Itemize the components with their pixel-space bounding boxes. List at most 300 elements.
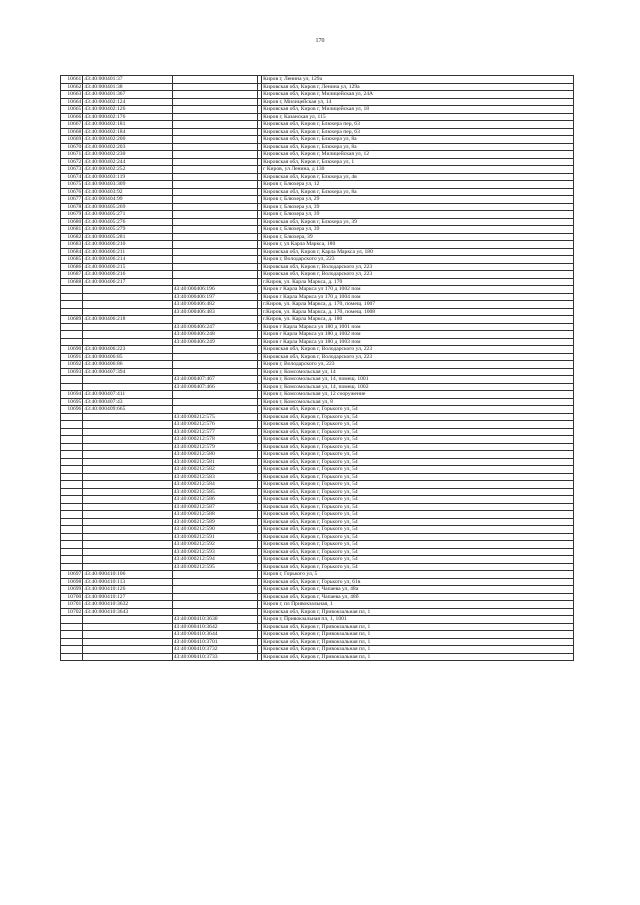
table-row [61, 173, 574, 181]
address-cell: Кировская обл, Киров г, Блюхера ул, 8а [262, 188, 574, 196]
row-number-cell: 10683 [61, 241, 83, 249]
address-cell: Киров г, Блюхера ул, 12 [262, 181, 574, 189]
address-cell: г.Киров, ул. Карла Маркса, д. 180 [262, 316, 574, 324]
row-number-cell: 10667 [61, 121, 83, 129]
row-number-cell: 10699 [61, 586, 83, 594]
cadastral-number-cell: 43:40:000402:184 [83, 128, 172, 136]
sub-cadastral-number-cell: 43:40:000212:584 [172, 481, 257, 489]
cadastral-number-cell: 43:40:000406:223 [83, 346, 172, 354]
cadastral-number-cell: 43:40:000406:210 [83, 241, 172, 249]
row-number-cell [61, 413, 83, 421]
address-cell: Кировская обл, Киров г, Горького ул, 54 [262, 428, 574, 436]
table-row [61, 188, 574, 196]
row-number-cell [61, 428, 83, 436]
register-body [61, 76, 574, 661]
address-cell: Кировская обл, Киров г, Горького ул, 54 [262, 473, 574, 481]
table-row [61, 473, 574, 481]
table-row [61, 76, 574, 84]
table-row [61, 533, 574, 541]
sub-cadastral-number-cell: 43:40:000410:3644 [172, 631, 257, 639]
address-cell: Кировская обл, Киров г, Чапаева ул, 48б [262, 593, 574, 601]
table-row [61, 443, 574, 451]
sub-cadastral-number-cell [172, 256, 257, 264]
cadastral-number-cell [83, 473, 172, 481]
row-number-cell: 10698 [61, 578, 83, 586]
address-cell: Киров г, Блюхера, 39 [262, 233, 574, 241]
row-number-cell: 10702 [61, 608, 83, 616]
table-row [61, 503, 574, 511]
address-cell: Кировская обл, Киров г, Володарского ул, 223 [262, 271, 574, 279]
address-cell: Кировская обл, Киров г, Володарского ул, 223 [262, 346, 574, 354]
sub-cadastral-number-cell: 43:40:000212:591 [172, 533, 257, 541]
row-number-cell [61, 308, 83, 316]
cadastral-number-cell: 43:40:000406:85 [83, 353, 172, 361]
table-row [61, 151, 574, 159]
address-cell: Киров г, Володарского ул, 223 [262, 361, 574, 369]
row-number-cell [61, 533, 83, 541]
cadastral-number-cell [83, 526, 172, 534]
table-row [61, 541, 574, 549]
cadastral-number-cell: 43:40:000406:214 [83, 256, 172, 264]
sub-cadastral-number-cell [172, 241, 257, 249]
table-row [61, 653, 574, 661]
table-row [61, 466, 574, 474]
row-number-cell: 10680 [61, 218, 83, 226]
row-number-cell [61, 496, 83, 504]
address-cell: Кировская обл, Киров г, Блюхера пер, 63 [262, 128, 574, 136]
row-number-cell [61, 623, 83, 631]
address-cell: Кировская обл, Киров г, Блюхера ул, 1 [262, 158, 574, 166]
address-cell: Кировская обл, Киров г, Горького ул, 54 [262, 563, 574, 571]
cadastral-number-cell: 43:40:000405:281 [83, 233, 172, 241]
address-cell: Кировская обл, Киров г, Горького ул, 54 [262, 548, 574, 556]
table-row [61, 286, 574, 294]
cadastral-number-cell [83, 616, 172, 624]
table-row [61, 106, 574, 114]
row-number-cell: 10687 [61, 271, 83, 279]
address-cell: Кировская обл, Киров г, Горького ул, 54 [262, 458, 574, 466]
table-row [61, 556, 574, 564]
address-cell: Кировская обл, Киров г, Горького ул, 54 [262, 526, 574, 534]
table-row [61, 548, 574, 556]
cadastral-number-cell [83, 481, 172, 489]
address-cell: Киров г, Блюхера ул, 29 [262, 196, 574, 204]
row-number-cell [61, 466, 83, 474]
table-row [61, 436, 574, 444]
sub-cadastral-number-cell: 43:40:000212:579 [172, 443, 257, 451]
table-row [61, 233, 574, 241]
sub-cadastral-number-cell [172, 121, 257, 129]
cadastral-number-cell [83, 646, 172, 654]
table-row [61, 83, 574, 91]
sub-cadastral-number-cell: 43:40:000406:248 [172, 331, 257, 339]
sub-cadastral-number-cell: 43:40:000407:467 [172, 376, 257, 384]
address-cell: Киров г, Комсомольская ул, 14, помещ. 1002 [262, 383, 574, 391]
table-row [61, 331, 574, 339]
address-cell: Киров г Карла Маркса ул 170 д 1002 пом [262, 286, 574, 294]
table-row [61, 421, 574, 429]
sub-cadastral-number-cell [172, 181, 257, 189]
sub-cadastral-number-cell [172, 91, 257, 99]
address-cell: Кировская обл, Киров г, Карла Маркса ул, 180 [262, 248, 574, 256]
table-row [61, 631, 574, 639]
sub-cadastral-number-cell [172, 346, 257, 354]
table-row [61, 383, 574, 391]
row-number-cell [61, 638, 83, 646]
sub-cadastral-number-cell [172, 263, 257, 271]
cadastral-number-cell [83, 556, 172, 564]
address-cell: Киров г, Комсомольская ул, 14, помещ. 1001 [262, 376, 574, 384]
address-cell: Кировская обл, Киров г, Милицейская ул, 18 [262, 106, 574, 114]
row-number-cell: 10693 [61, 368, 83, 376]
table-row [61, 368, 574, 376]
row-number-cell [61, 563, 83, 571]
sub-cadastral-number-cell: 43:40:000212:583 [172, 473, 257, 481]
address-cell: Кировская обл, Киров г, Блюхера ул, 8а [262, 136, 574, 144]
row-number-cell: 10663 [61, 91, 83, 99]
row-number-cell [61, 473, 83, 481]
cadastral-number-cell [83, 383, 172, 391]
sub-cadastral-number-cell [172, 113, 257, 121]
row-number-cell: 10674 [61, 173, 83, 181]
row-number-cell: 10689 [61, 316, 83, 324]
address-cell: Кировская обл, Киров г, Блюхера ул, 4в [262, 173, 574, 181]
row-number-cell: 10666 [61, 113, 83, 121]
sub-cadastral-number-cell: 43:40:000406:196 [172, 286, 257, 294]
cadastral-number-cell: 43:40:000402:181 [83, 121, 172, 129]
cadastral-number-cell [83, 503, 172, 511]
row-number-cell: 10700 [61, 593, 83, 601]
cadastral-number-cell [83, 286, 172, 294]
cadastral-number-cell: 43:40:000407:411 [83, 391, 172, 399]
cadastral-number-cell [83, 623, 172, 631]
row-number-cell: 10681 [61, 226, 83, 234]
table-row [61, 301, 574, 309]
sub-cadastral-number-cell [172, 106, 257, 114]
table-row [61, 278, 574, 286]
address-cell: Кировская обл, Киров г, Горького ул, 54 [262, 556, 574, 564]
sub-cadastral-number-cell: 43:40:000407:466 [172, 383, 257, 391]
row-number-cell: 10695 [61, 398, 83, 406]
sub-cadastral-number-cell: 43:40:000212:577 [172, 428, 257, 436]
table-row [61, 511, 574, 519]
row-number-cell: 10661 [61, 76, 83, 84]
table-row [61, 481, 574, 489]
address-cell: Кировская обл, Киров г, Привокзальная пл, 1 [262, 631, 574, 639]
cadastral-number-cell: 43:40:000402:244 [83, 158, 172, 166]
sub-cadastral-number-cell [172, 391, 257, 399]
table-row [61, 413, 574, 421]
sub-cadastral-number-cell: 43:40:000212:582 [172, 466, 257, 474]
sub-cadastral-number-cell: 43:40:000212:595 [172, 563, 257, 571]
table-row [61, 256, 574, 264]
row-number-cell [61, 653, 83, 661]
address-cell: г Киров, ул Ленина, д 130 [262, 166, 574, 174]
table-row [61, 601, 574, 609]
cadastral-number-cell [83, 638, 172, 646]
table-row [61, 308, 574, 316]
address-cell: Киров г, Комсомольская ул, 8 [262, 398, 574, 406]
table-row [61, 121, 574, 129]
address-cell: Кировская обл, Киров г, Горького ул, 54 [262, 421, 574, 429]
sub-cadastral-number-cell: 43:40:000212:585 [172, 488, 257, 496]
table-row [61, 271, 574, 279]
row-number-cell: 10679 [61, 211, 83, 219]
table-row [61, 638, 574, 646]
cadastral-number-cell [83, 541, 172, 549]
cadastral-number-cell: 43:40:000402:200 [83, 136, 172, 144]
address-cell: Кировская обл, Киров г, Привокзальная пл, 1 [262, 638, 574, 646]
cadastral-number-cell [83, 323, 172, 331]
table-row [61, 316, 574, 324]
cadastral-number-cell: 43:40:000404:99 [83, 196, 172, 204]
cadastral-number-cell [83, 308, 172, 316]
table-row [61, 136, 574, 144]
sub-cadastral-number-cell [172, 173, 257, 181]
row-number-cell: 10662 [61, 83, 83, 91]
address-cell: Кировская обл, Киров г, Блюхера ул, 39 [262, 218, 574, 226]
row-number-cell [61, 631, 83, 639]
cadastral-number-cell: 43:40:000402:203 [83, 143, 172, 151]
row-number-cell [61, 323, 83, 331]
cadastral-number-cell [83, 653, 172, 661]
table-row [61, 166, 574, 174]
table-row [61, 338, 574, 346]
sub-cadastral-number-cell: 43:40:000212:576 [172, 421, 257, 429]
row-number-cell [61, 383, 83, 391]
row-number-cell: 10701 [61, 601, 83, 609]
table-row [61, 428, 574, 436]
cadastral-number-cell: 43:40:000406:215 [83, 263, 172, 271]
cadastral-number-cell: 43:40:000401:37 [83, 76, 172, 84]
sub-cadastral-number-cell [172, 398, 257, 406]
sub-cadastral-number-cell: 43:40:000212:578 [172, 436, 257, 444]
address-cell: Кировская обл, Киров г, Горького ул, 54 [262, 413, 574, 421]
table-row [61, 158, 574, 166]
address-cell: Кировская обл, Киров г, Привокзальная пл, 1 [262, 653, 574, 661]
row-number-cell [61, 526, 83, 534]
sub-cadastral-number-cell: 43:40:000212:587 [172, 503, 257, 511]
cadastral-number-cell: 43:40:000406:86 [83, 361, 172, 369]
cadastral-number-cell: 43:40:000402:126 [83, 106, 172, 114]
sub-cadastral-number-cell [172, 361, 257, 369]
address-cell: Кировская обл, Киров г, Блюхера ул, 8а [262, 143, 574, 151]
table-row [61, 361, 574, 369]
address-cell: Кировская обл, Киров г, Чапаева ул, 48а [262, 586, 574, 594]
sub-cadastral-number-cell: 43:40:000406:482 [172, 301, 257, 309]
row-number-cell: 10672 [61, 158, 83, 166]
cadastral-number-cell: 43:40:000406:217 [83, 278, 172, 286]
table-row [61, 263, 574, 271]
sub-cadastral-number-cell [172, 188, 257, 196]
address-cell: Кировская обл, Киров г, Горького ул, 61в [262, 578, 574, 586]
address-cell: Кировская обл, Киров г, Горького ул, 54 [262, 511, 574, 519]
sub-cadastral-number-cell [172, 151, 257, 159]
row-number-cell: 10665 [61, 106, 83, 114]
row-number-cell [61, 338, 83, 346]
table-row [61, 391, 574, 399]
cadastral-number-cell [83, 428, 172, 436]
table-row [61, 526, 574, 534]
sub-cadastral-number-cell [172, 571, 257, 579]
row-number-cell: 10670 [61, 143, 83, 151]
cadastral-number-cell [83, 466, 172, 474]
table-row [61, 353, 574, 361]
sub-cadastral-number-cell: 43:40:000410:3642 [172, 623, 257, 631]
sub-cadastral-number-cell [172, 143, 257, 151]
address-cell: Кировская обл, Киров г, Горького ул, 54 [262, 541, 574, 549]
table-row [61, 323, 574, 331]
table-row [61, 346, 574, 354]
cadastral-number-cell: 43:40:000406:211 [83, 248, 172, 256]
table-row [61, 406, 574, 414]
cadastral-number-cell: 43:40:000401:38 [83, 83, 172, 91]
sub-cadastral-number-cell [172, 226, 257, 234]
sub-cadastral-number-cell [172, 166, 257, 174]
table-row [61, 398, 574, 406]
table-row [61, 241, 574, 249]
address-cell: Киров г, пл Привокзальная, 1 [262, 601, 574, 609]
sub-cadastral-number-cell: 43:40:000212:594 [172, 556, 257, 564]
row-number-cell [61, 646, 83, 654]
cadastral-number-cell [83, 293, 172, 301]
address-cell: Киров г, Привокзальная пл, 1, 1001 [262, 616, 574, 624]
sub-cadastral-number-cell [172, 578, 257, 586]
row-number-cell [61, 436, 83, 444]
row-number-cell [61, 376, 83, 384]
cadastral-number-cell: 43:40:000406:218 [83, 316, 172, 324]
address-cell: Кировская обл, Киров г, Горького ул, 54 [262, 466, 574, 474]
address-cell: Киров г, Блюхера ул, 39 [262, 226, 574, 234]
cadastral-number-cell: 43:40:000402:124 [83, 98, 172, 106]
address-cell: Киров г, ул Карла Маркса, 180 [262, 241, 574, 249]
table-row [61, 181, 574, 189]
address-cell: Киров г Карла Маркса ул 180 д 1002 пом [262, 331, 574, 339]
sub-cadastral-number-cell: 43:40:000212:580 [172, 451, 257, 459]
address-cell: Киров г, Комсомольская ул, 12 сооружение [262, 391, 574, 399]
table-row [61, 91, 574, 99]
page-number: 170 [315, 38, 325, 44]
address-cell: Киров г Карла Маркса ул 170 д 1004 пом [262, 293, 574, 301]
cadastral-number-cell: 43:40:000405:279 [83, 226, 172, 234]
cadastral-number-cell: 43:40:000403:309 [83, 181, 172, 189]
row-number-cell [61, 331, 83, 339]
table-row [61, 218, 574, 226]
sub-cadastral-number-cell: 43:40:000406:197 [172, 293, 257, 301]
cadastral-number-cell [83, 413, 172, 421]
address-cell: г.Киров, ул. Карла Маркса, д. 170 [262, 278, 574, 286]
sub-cadastral-number-cell [172, 316, 257, 324]
sub-cadastral-number-cell: 43:40:000406:247 [172, 323, 257, 331]
cadastral-number-cell: 43:40:000407:43 [83, 398, 172, 406]
sub-cadastral-number-cell [172, 406, 257, 414]
row-number-cell: 10676 [61, 188, 83, 196]
sub-cadastral-number-cell: 43:40:000212:589 [172, 518, 257, 526]
address-cell: Киров г, Ленина ул, 129а [262, 76, 574, 84]
cadastral-number-cell [83, 436, 172, 444]
address-cell: Кировская обл, Киров г, Горького ул, 54 [262, 481, 574, 489]
cadastral-number-cell [83, 511, 172, 519]
sub-cadastral-number-cell [172, 368, 257, 376]
cadastral-number-cell: 43:40:000407:394 [83, 368, 172, 376]
table-row [61, 293, 574, 301]
sub-cadastral-number-cell [172, 608, 257, 616]
sub-cadastral-number-cell: 43:40:000406:483 [172, 308, 257, 316]
table-row [61, 376, 574, 384]
row-number-cell: 10678 [61, 203, 83, 211]
row-number-cell: 10697 [61, 571, 83, 579]
sub-cadastral-number-cell [172, 98, 257, 106]
cadastral-number-cell [83, 533, 172, 541]
sub-cadastral-number-cell: 43:40:000212:575 [172, 413, 257, 421]
row-number-cell [61, 548, 83, 556]
cadastral-number-cell: 43:40:000405:269 [83, 203, 172, 211]
cadastral-number-cell [83, 451, 172, 459]
cadastral-number-cell [83, 443, 172, 451]
table-row [61, 488, 574, 496]
address-cell: Кировская обл, Киров г, Горького ул, 54 [262, 503, 574, 511]
row-number-cell [61, 541, 83, 549]
address-cell: г.Киров, ул. Карла Маркса, д. 170, помещ. 1007 [262, 301, 574, 309]
cadastral-number-cell: 43:40:000403:119 [83, 173, 172, 181]
table-row [61, 211, 574, 219]
table-row [61, 586, 574, 594]
cadastral-number-cell [83, 458, 172, 466]
sub-cadastral-number-cell: 43:40:000212:592 [172, 541, 257, 549]
table-row [61, 646, 574, 654]
cadastral-number-cell [83, 488, 172, 496]
cadastral-number-cell: 43:40:000410:3643 [83, 608, 172, 616]
cadastral-number-cell [83, 548, 172, 556]
cadastral-number-cell [83, 376, 172, 384]
row-number-cell [61, 443, 83, 451]
address-cell: Кировская обл, Киров г, Горького ул, 54 [262, 451, 574, 459]
row-number-cell: 10696 [61, 406, 83, 414]
sub-cadastral-number-cell: 43:40:000406:249 [172, 338, 257, 346]
table-row [61, 571, 574, 579]
row-number-cell: 10686 [61, 263, 83, 271]
row-number-cell: 10677 [61, 196, 83, 204]
table-row [61, 496, 574, 504]
sub-cadastral-number-cell [172, 218, 257, 226]
table-row [61, 113, 574, 121]
cadastral-number-cell [83, 496, 172, 504]
address-cell: Киров г, Казанская ул, 115 [262, 113, 574, 121]
cadastral-number-cell: 43:40:000406:216 [83, 271, 172, 279]
address-cell: Кировская обл, Киров г, Блюхера пер, 63 [262, 121, 574, 129]
sub-cadastral-number-cell [172, 586, 257, 594]
row-number-cell [61, 488, 83, 496]
row-number-cell: 10690 [61, 346, 83, 354]
table-row [61, 563, 574, 571]
cadastral-number-cell [83, 518, 172, 526]
row-number-cell: 10684 [61, 248, 83, 256]
row-number-cell: 10671 [61, 151, 83, 159]
table-row [61, 593, 574, 601]
row-number-cell [61, 481, 83, 489]
row-number-cell [61, 293, 83, 301]
row-number-cell: 10673 [61, 166, 83, 174]
cadastral-number-cell: 43:40:000402:252 [83, 166, 172, 174]
table-row [61, 203, 574, 211]
address-cell: Киров г, Горького ул, 5 [262, 571, 574, 579]
sub-cadastral-number-cell [172, 128, 257, 136]
address-cell: Киров г, Блюхера ул, 39 [262, 203, 574, 211]
address-cell: Кировская обл, Киров г, Горького ул, 54 [262, 496, 574, 504]
cadastral-number-cell [83, 563, 172, 571]
address-cell: Кировская обл, Киров г, Горького ул, 54 [262, 436, 574, 444]
address-cell: Кировская обл, Киров г, Милицейская ул, 24А [262, 91, 574, 99]
